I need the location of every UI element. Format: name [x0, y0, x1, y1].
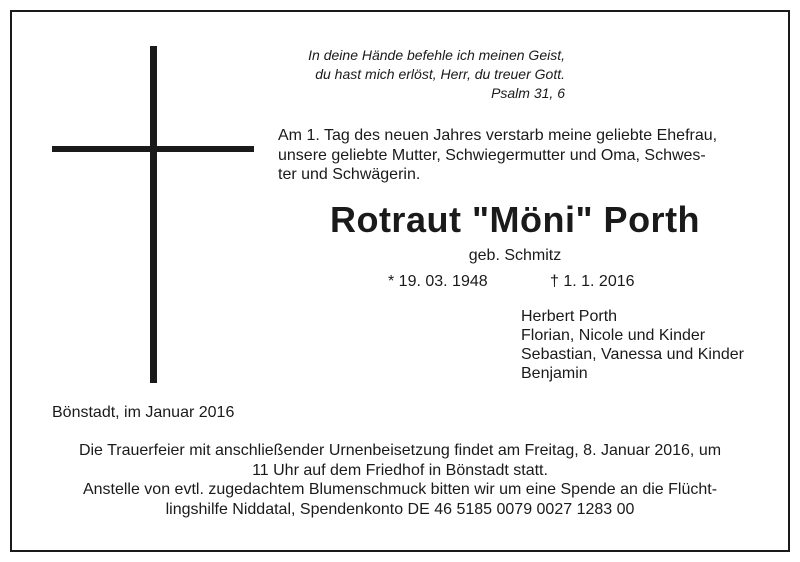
family-member: Florian, Nicole und Kinder — [521, 327, 706, 344]
place-and-date: Bönstadt, im Januar 2016 — [52, 404, 235, 421]
funeral-info — [40, 441, 760, 519]
donation-line-2: lingshilfe Niddatal, Spendenkonto DE 46 5185 0079 0027 1283 00 — [165, 500, 635, 518]
quote-source: Psalm 31, 6 — [491, 85, 565, 101]
funeral-line-2: 11 Uhr auf dem Friedhof in Bönstadt statt. — [252, 461, 548, 479]
birth-date: * 19. 03. 1948 — [388, 273, 488, 290]
family-member: Herbert Porth — [521, 308, 618, 325]
funeral-line-1: Die Trauerfeier mit anschließender Urnenbeisetzung findet am Freitag, 8. Januar 2016, um — [78, 442, 722, 459]
deceased-name: Rotraut "Möni" Porth — [329, 199, 701, 240]
cross-vertical-bar — [150, 46, 157, 383]
family-list — [521, 307, 744, 383]
death-date: † 1. 1. 2016 — [550, 273, 635, 290]
family-member: Benjamin — [521, 365, 588, 382]
intro-text — [278, 126, 750, 185]
intro-line-2: unsere geliebte Mutter, Schwiegermutter und Oma, Schwes- — [278, 146, 706, 164]
donation-line-1: Anstelle von evtl. zugedachtem Blumenschmuck bitten wir um eine Spende an die Flücht- — [82, 481, 718, 498]
quote-line-1: In deine Hände befehle ich meinen Geist, — [308, 47, 565, 63]
maiden-name: geb. Schmitz — [468, 247, 562, 264]
quote-line-2: du hast mich erlöst, Herr, du treuer Gott. — [315, 66, 565, 82]
intro-line-1: Am 1. Tag des neuen Jahres verstarb meine geliebte Ehefrau, — [278, 127, 718, 144]
family-member: Sebastian, Vanessa und Kinder — [521, 346, 744, 363]
cross-horizontal-bar — [52, 146, 254, 152]
bible-quote — [250, 46, 565, 103]
intro-line-3: ter und Schwägerin. — [278, 166, 421, 183]
